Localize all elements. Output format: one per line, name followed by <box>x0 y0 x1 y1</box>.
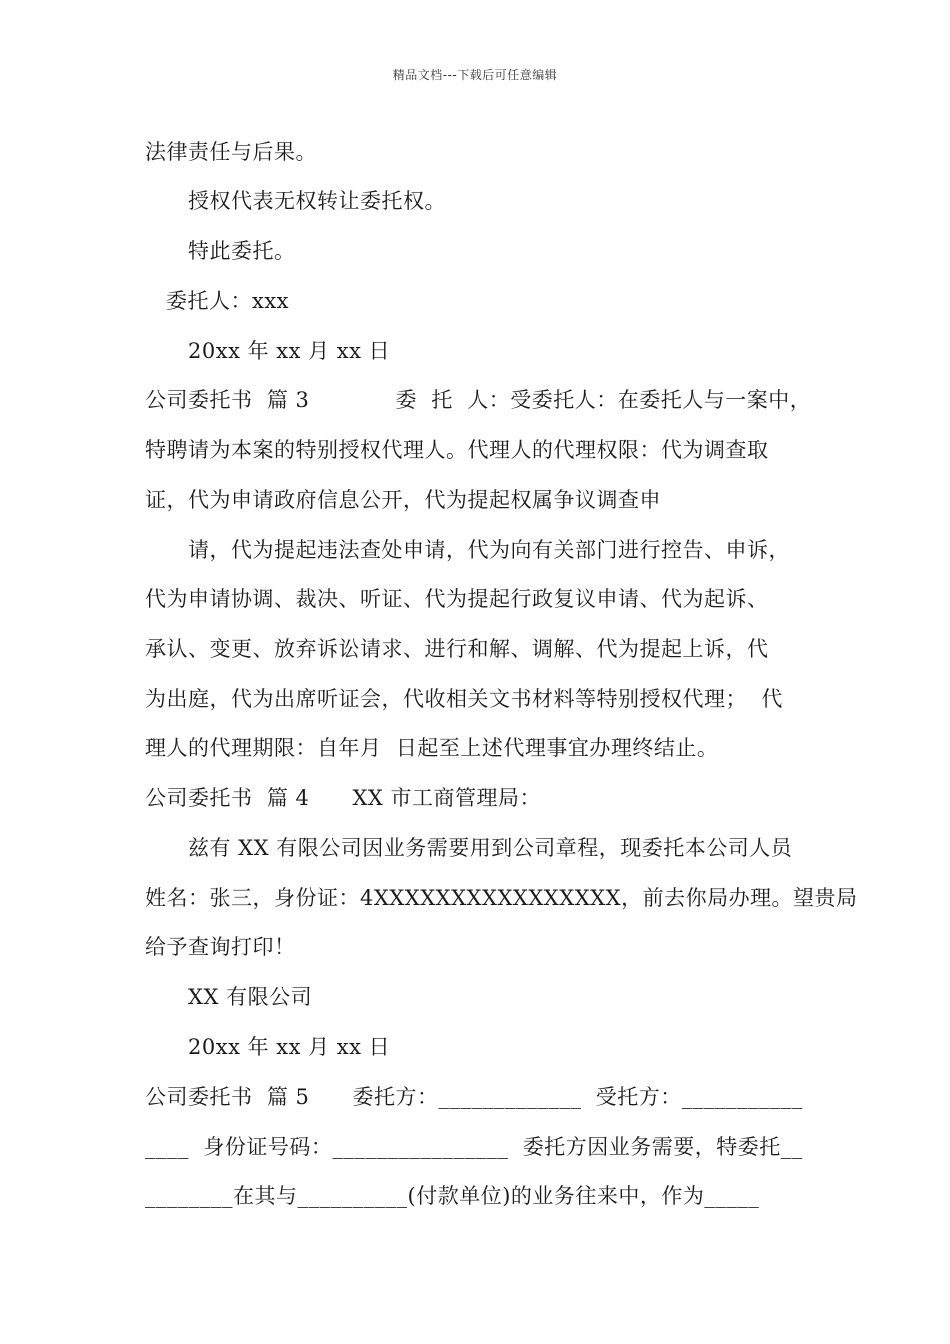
text-line: 理人的代理期限：自年月 日起至上述代理事宜办理终结止。 <box>145 736 719 760</box>
text-line: 法律责任与后果。 <box>145 140 317 164</box>
text-line: 承认、变更、放弃诉讼请求、进行和解、调解、代为提起上诉，代 <box>145 637 769 661</box>
text-line: 请，代为提起违法查处申请，代为向有关部门进行控告、申诉， <box>188 538 790 562</box>
text-line: 证，代为申请政府信息公开，代为提起权属争议调查申 <box>145 488 661 512</box>
page-header: 精品文档---下载后可任意编辑 <box>392 68 558 82</box>
text-line: 20xx 年 xx 月 xx 日 <box>188 1035 391 1059</box>
text-line: 代为申请协调、裁决、听证、代为提起行政复议申请、代为起诉、 <box>145 587 769 611</box>
section-heading-5: 公司委托书 篇 5 委托方：_____________ 受托方：___________ <box>145 1085 803 1109</box>
text-line: 为出庭，代为出席听证会，代收相关文书材料等特别授权代理； 代 <box>145 687 783 711</box>
text-line: ____ 身份证号码：________________ 委托方因业务需要，特委托__ <box>145 1135 803 1159</box>
text-line: XX 有限公司 <box>188 985 313 1009</box>
section-heading-4: 公司委托书 篇 4 XX 市工商管理局： <box>145 786 542 810</box>
text-line: 20xx 年 xx 月 xx 日 <box>188 339 391 363</box>
text-line: 给予查询打印！ <box>145 935 296 959</box>
text-line: 姓名：张三，身份证：4XXXXXXXXXXXXXXXX，前去你局办理。望贵局 <box>145 886 858 910</box>
text-line: 兹有 XX 有限公司因业务需要用到公司章程，现委托本公司人员 <box>188 836 793 860</box>
text-line: 特此委托。 <box>188 239 296 263</box>
text-line: ________在其与__________(付款单位)的业务往来中，作为_____ <box>145 1184 760 1208</box>
section-heading-3: 公司委托书 篇 3 委 托 人：受委托人：在委托人与一案中， <box>145 388 812 412</box>
text-line: 特聘请为本案的特别授权代理人。代理人的代理权限：代为调查取 <box>145 438 769 462</box>
text-line: 授权代表无权转让委托权。 <box>188 189 446 213</box>
text-line: 委托人：xxx <box>166 289 290 313</box>
